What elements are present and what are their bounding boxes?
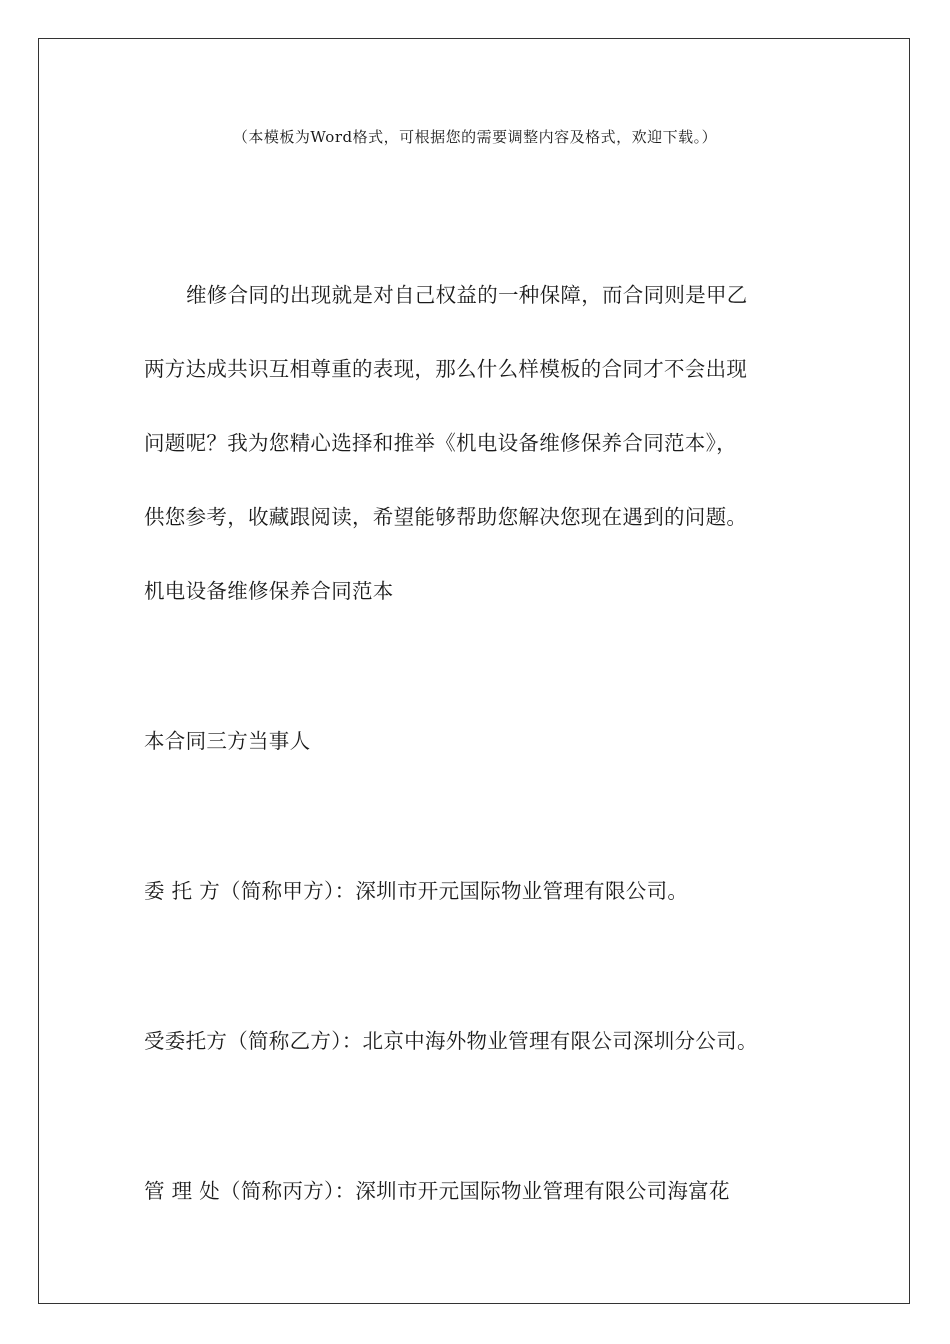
party-b-line: 受委托方（简称乙方）：北京中海外物业管理有限公司深圳分公司。	[144, 1029, 758, 1053]
party-a-line: 委 托 方（简称甲方）：深圳市开元国际物业管理有限公司。	[144, 879, 689, 903]
document-title: 机电设备维修保养合同范本	[144, 579, 394, 603]
intro-line-2: 两方达成共识互相尊重的表现，那么什么样模板的合同才不会出现	[144, 357, 748, 381]
page-border	[38, 38, 910, 1304]
intro-line-3: 问题呢？我为您精心选择和推举《机电设备维修保养合同范本》，	[144, 431, 737, 455]
intro-line-1: 维修合同的出现就是对自己权益的一种保障，而合同则是甲乙	[186, 283, 748, 307]
intro-line-4: 供您参考，收藏跟阅读，希望能够帮助您解决您现在遇到的问题。	[144, 505, 748, 529]
parties-heading: 本合同三方当事人	[144, 729, 311, 753]
template-note: （本模板为Word格式，可根据您的需要调整内容及格式，欢迎下载。）	[232, 128, 718, 146]
party-c-line: 管 理 处（简称丙方）：深圳市开元国际物业管理有限公司海富花	[144, 1179, 730, 1203]
